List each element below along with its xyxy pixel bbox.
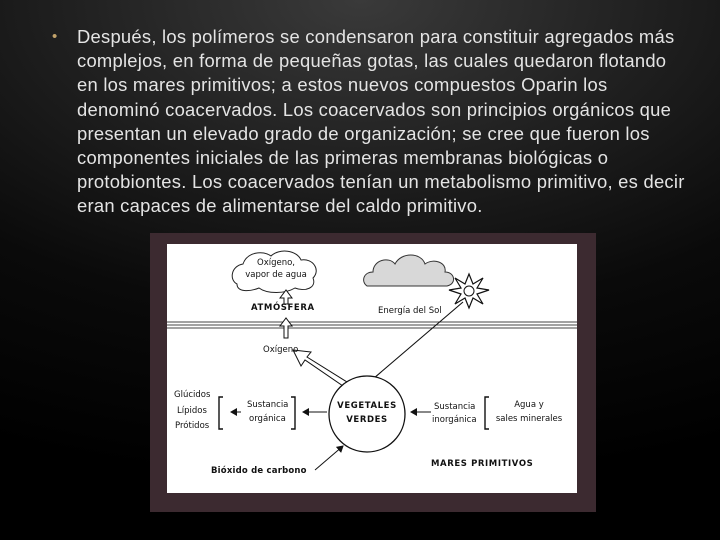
water-label-1: Agua y [514,400,544,410]
lipids-label: Lípidos [177,406,207,416]
water-label-2: sales minerales [495,414,563,424]
oparin-diagram [167,244,577,493]
left-bracket-1 [219,397,223,429]
seas-label: MARES PRIMITIVOS [431,459,534,469]
carbs-label: Glúcidos [174,390,211,400]
cloud-icon [364,255,454,286]
oxygen-vapor-label-1: Oxígeno, [257,258,295,268]
inorganic-label-2: inorgánica [432,415,477,425]
plants-label-1: VEGETALES [337,401,397,411]
oxygen-vapor-label-2: vapor de agua [245,270,307,280]
plants-label-2: VERDES [346,415,388,425]
bullet-paragraph [52,25,692,219]
co2-arrow [315,446,343,470]
co2-label: Bióxido de carbono [211,466,307,476]
right-bracket [485,397,489,429]
diagram-drawing [167,244,577,493]
organic-label-2: orgánica [249,414,286,424]
bullet-icon: • [52,28,58,45]
oxygen-label: Oxígeno [263,345,299,355]
organic-label-1: Sustancia [247,400,289,410]
atmosphere-label: ATMÓSFERA [251,303,315,313]
oxygen-release-arrow [293,350,347,386]
sun-icon [449,274,489,308]
sun-energy-label: Energía del Sol [378,306,442,316]
inorganic-label-1: Sustancia [434,402,476,412]
bullet-text: Después, los polímeros se condensaron para constituir agregados más complejos, en forma de pequeñas gotas, las cuales quedaron flotando en los mares primitivos; a estos nuevos compuestos Oparin los denominó coacervados. Los coacervados son principios orgánicos que presentan un elevado grado de organización; se cree que fueron los componentes iniciales de las primeras membranas biológicas o protobiontes. Los coacervados tenían un metabolismo primitivo, es decir eran capaces de alimentarse del caldo primitivo. [77,26,685,217]
left-bracket-2 [291,397,295,429]
plants-circle [329,376,405,452]
proteins-label: Prótidos [175,421,210,431]
